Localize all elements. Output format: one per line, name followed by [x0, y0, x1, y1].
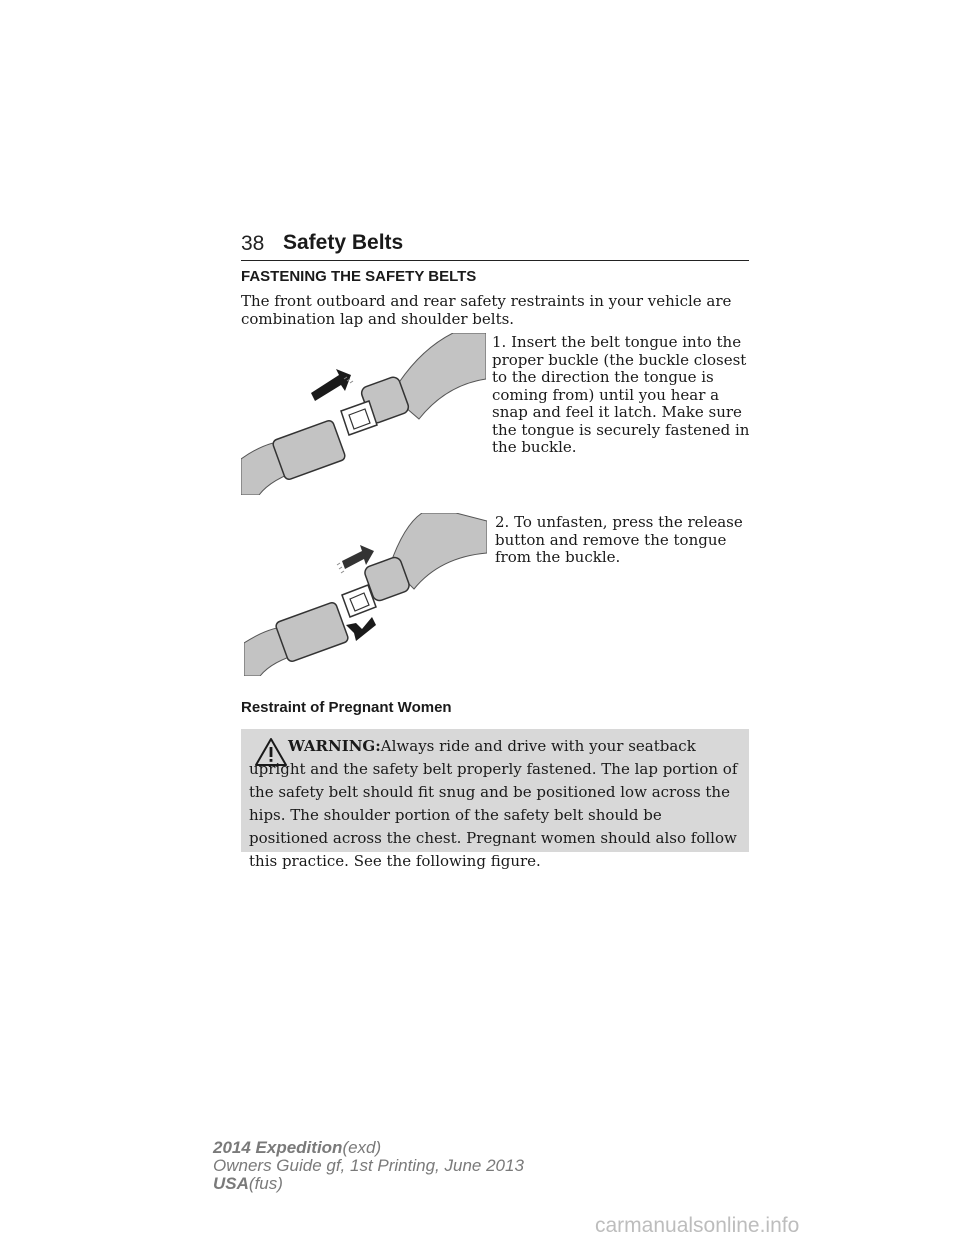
- warning-body: Always ride and drive with your seatback upright and the safety belt properly fastened. The lap portion of the safety belt should fit snug and be positioned low across the hips. The shoulder portion of the safety belt should be positioned across the chest. Pregnant women should also follow this practice. See the following figure.: [249, 737, 738, 870]
- footer-model-code: (exd): [342, 1138, 382, 1157]
- warning-text: [249, 735, 739, 873]
- subheading-pregnant-women: Restraint of Pregnant Women: [241, 699, 452, 716]
- footer-model: 2014 Expedition: [213, 1138, 343, 1157]
- buckle-release-illustration: [244, 513, 487, 676]
- intro-paragraph: The front outboard and rear safety restraints in your vehicle are combination lap and shoulder belts.: [241, 292, 732, 328]
- warning-box: [241, 729, 749, 870]
- page-number: 38: [241, 232, 265, 255]
- footer-market: USA: [213, 1174, 249, 1193]
- page-header: [241, 230, 749, 261]
- section-title: FASTENING THE SAFETY BELTS: [241, 268, 477, 285]
- watermark: carmanualsonline.info: [595, 1214, 800, 1237]
- step-2-text: 2. To unfasten, press the release button and remove the tongue from the buckle.: [495, 513, 743, 566]
- page-title: Safety Belts: [283, 231, 404, 254]
- warning-label: WARNING:: [288, 737, 381, 755]
- document-footer: [213, 1139, 524, 1193]
- footer-guide-info: Owners Guide gf, 1st Printing, June 2013: [213, 1156, 524, 1175]
- footer-market-code: (fus): [248, 1174, 283, 1193]
- step-1-text: 1. Insert the belt tongue into the proper buckle (the buckle closest to the direction the tongue is coming from) until you hear a snap and feel it latch. Make sure the tongue is securely fastened in the buckle.: [492, 333, 750, 456]
- buckle-insert-illustration: [241, 333, 486, 495]
